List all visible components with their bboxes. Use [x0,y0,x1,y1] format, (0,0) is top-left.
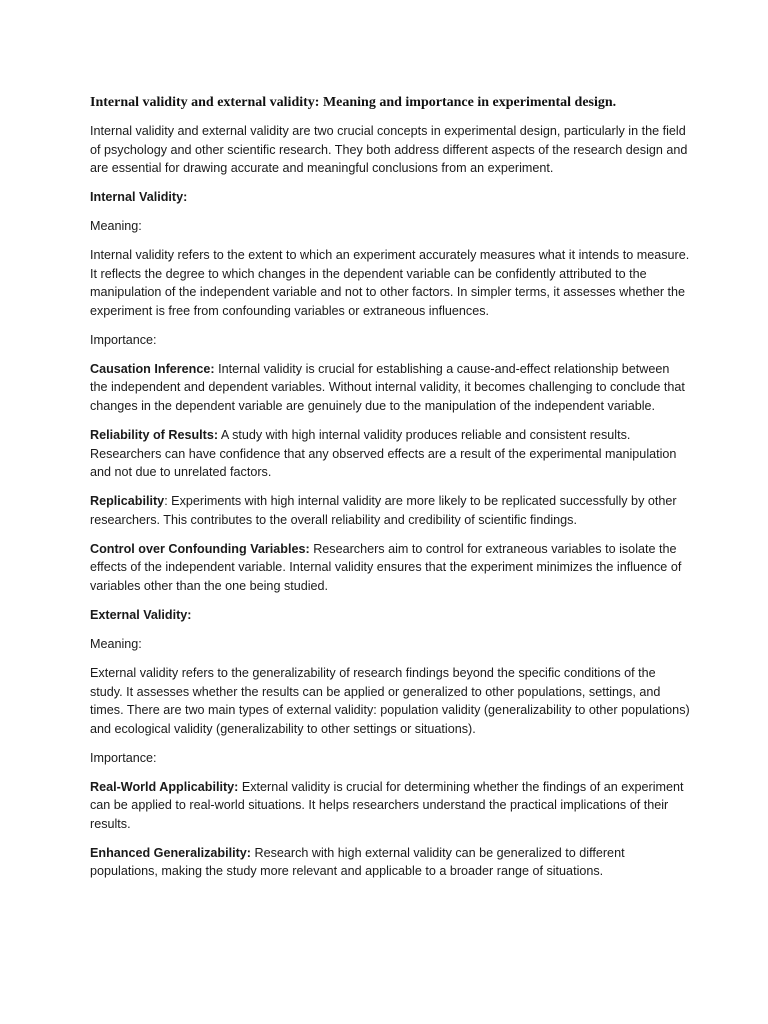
document-page [90,94,690,891]
point-term: Replicability [90,494,165,509]
internal-point-reliability [90,426,690,482]
internal-meaning-label: Meaning: [90,219,142,234]
external-validity-heading: External Validity: [90,607,192,622]
point-text: : Experiments with high internal validity are more likely to be replicated successfully by other researchers. This contributes to the overall reliability and credibility of scientific findings. [90,494,677,527]
point-text: Researchers aim to control for extraneous variables to isolate the effects of the independent variable. Internal validity ensures that the experiment minimizes the influence of variables other than the one being studied. [90,541,682,593]
point-term: Reliability of Results: [90,428,219,443]
intro-paragraph: Internal validity and external validity are two crucial concepts in experimental design, particularly in the field of psychology and other scientific research. They both address different aspects of the research design and are essential for drawing accurate and meaningful conclusions from an experiment. [90,124,688,176]
external-point-generalizability [90,844,690,881]
internal-point-replicability [90,492,690,529]
internal-importance-label: Importance: [90,332,157,347]
internal-validity-heading: Internal Validity: [90,190,188,205]
point-term: Enhanced Generalizability: [90,845,251,860]
internal-meaning-paragraph: Internal validity refers to the extent to which an experiment accurately measures what it intends to measure. It reflects the degree to which changes in the dependent variable can be confidently attributed to the manipulation of the independent variable and not to other factors. In simpler terms, it assesses whether the experiment is free from confounding variables or extraneous influences. [90,248,690,318]
point-term: Causation Inference: [90,361,215,376]
external-meaning-paragraph: External validity refers to the generalizability of research findings beyond the specific conditions of the study. It assesses whether the results can be applied or generalized to other populations, settings, and times. There are two main types of external validity: population validity (generalizability to other populations) and ecological validity (generalizability to other settings or situations). [90,665,690,736]
point-text: A study with high internal validity produces reliable and consistent results. Researchers can have confidence that any observed effects are a result of the experimental manipulation and not due to unrelated factors. [90,428,677,480]
point-text: Research with high external validity can be generalized to different populations, making the study more relevant and applicable to a broader range of situations. [90,845,625,879]
internal-point-control [90,540,690,596]
external-meaning-label: Meaning: [90,636,142,651]
internal-point-causation [90,360,690,416]
document-title: Internal validity and external validity: Meaning and importance in experimental design. [90,95,617,110]
point-text: External validity is crucial for determining whether the findings of an experiment can be applied to real-world situations. It helps researchers understand the practical implications of their results. [90,779,684,831]
point-term: Control over Confounding Variables: [90,541,310,556]
point-text: Internal validity is crucial for establishing a cause-and-effect relationship between the independent and dependent variables. Without internal validity, it becomes challenging to conclude that changes in the dependent variable are genuinely due to the manipulation of the independent variable. [90,361,685,414]
point-term: Real-World Applicability: [90,779,239,794]
external-point-real-world [90,778,690,834]
external-importance-label: Importance: [90,750,157,765]
